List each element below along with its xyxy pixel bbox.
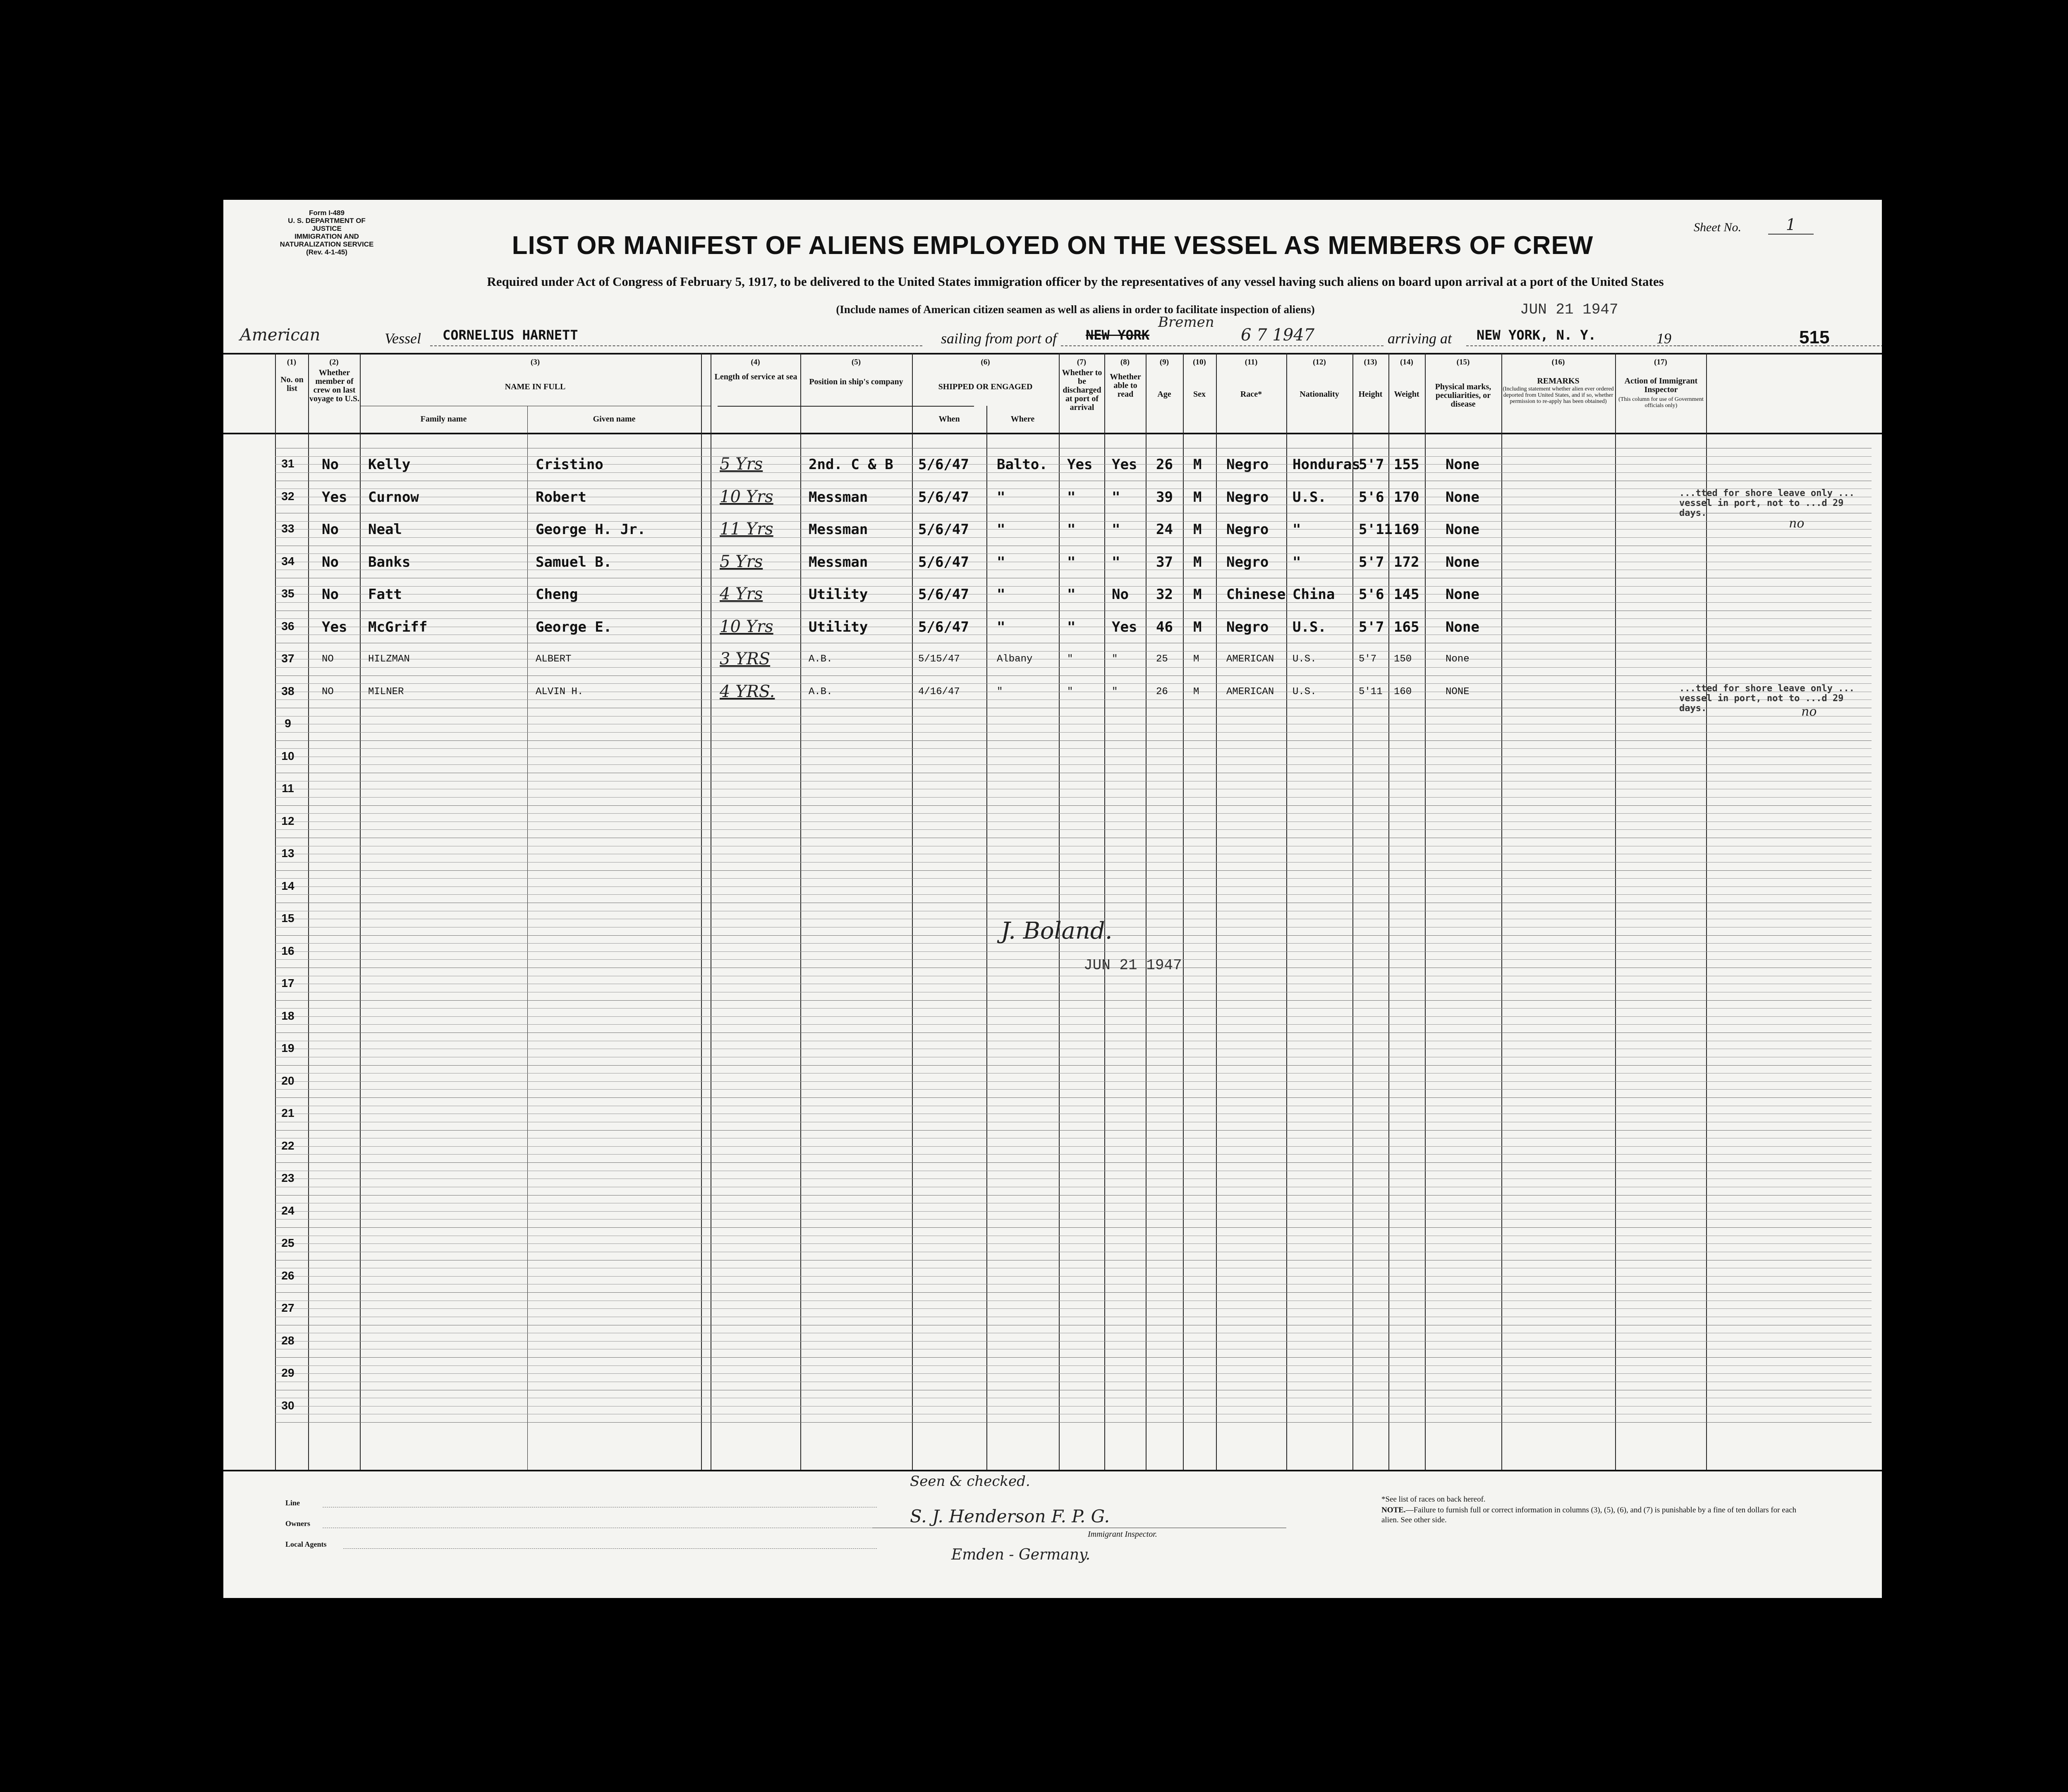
cell-disch: " bbox=[1067, 686, 1073, 697]
col-head-race: Race* bbox=[1240, 390, 1262, 399]
cell-when: 5/6/47 bbox=[918, 456, 969, 473]
cell-disch: " bbox=[1067, 521, 1076, 538]
cell-weight: 150 bbox=[1394, 654, 1412, 665]
cell-weight: 145 bbox=[1394, 586, 1419, 603]
ruled-line bbox=[275, 1081, 1872, 1082]
seen-checked-note: Seen & checked. bbox=[910, 1473, 1030, 1490]
sheet-number-value: 1 bbox=[1768, 216, 1814, 235]
department-name: U. S. DEPARTMENT OF JUSTICE bbox=[288, 217, 366, 232]
ruled-line bbox=[275, 1243, 1872, 1244]
cell-given: George H. Jr. bbox=[536, 521, 646, 538]
cell-service: 3 YRS bbox=[720, 649, 771, 668]
inspector-signature: S. J. Henderson F. P. G. bbox=[910, 1506, 1110, 1526]
col-num-15: (15) bbox=[1456, 358, 1470, 367]
cell-where: " bbox=[997, 521, 1005, 538]
col-num-1: (1) bbox=[287, 358, 297, 367]
ruled-line bbox=[275, 1024, 1872, 1025]
col-head-service: Length of service at sea bbox=[714, 372, 797, 381]
page-stamp-number: 515 bbox=[1799, 327, 1830, 347]
service-name: IMMIGRATION AND NATURALIZATION SERVICE bbox=[280, 232, 374, 248]
ruled-line bbox=[275, 1097, 1872, 1098]
row-number: 26 bbox=[281, 1269, 294, 1282]
cell-disch: " bbox=[1067, 553, 1076, 570]
cell-family: Neal bbox=[368, 521, 402, 538]
ruled-line bbox=[275, 683, 1872, 684]
cell-read: " bbox=[1112, 521, 1120, 538]
row-number: 37 bbox=[281, 652, 294, 665]
col-head-remarks-note: (Including statement whether alien ever ordered deported from United States, and if so, whether permission to re-apply has been obtained) bbox=[1503, 386, 1614, 405]
document-instruction: (Include names of American citizen seamen as well as aliens in order to facilitate inspection of aliens) bbox=[836, 303, 1315, 316]
subhead-given-name: Given name bbox=[593, 414, 636, 424]
vessel-info-row bbox=[240, 314, 1853, 349]
cell-service: 11 Yrs bbox=[720, 520, 773, 539]
cell-position: Messman bbox=[809, 553, 868, 570]
col-head-inspector-note: (This column for use of Government officials only) bbox=[1618, 396, 1704, 409]
race-note: *See list of races on back hereof. bbox=[1381, 1495, 1486, 1504]
col-num-5: (5) bbox=[851, 358, 861, 367]
cell-when: 4/16/47 bbox=[918, 686, 960, 697]
cell-nationality: U.S. bbox=[1292, 686, 1316, 697]
ruled-line bbox=[275, 1089, 1872, 1090]
cell-prior: No bbox=[322, 586, 339, 603]
cell-family: Banks bbox=[368, 553, 411, 570]
cell-read: " bbox=[1112, 489, 1120, 505]
row-number: 21 bbox=[281, 1107, 294, 1119]
cell-position: A.B. bbox=[809, 686, 833, 697]
ruled-line bbox=[275, 1341, 1872, 1342]
col-num-11: (11) bbox=[1245, 358, 1258, 367]
cell-nationality: U.S. bbox=[1292, 489, 1326, 505]
cell-service: 5 Yrs bbox=[720, 455, 763, 474]
remarks-note-row-31: ...tted for shore leave only ... vessel in port, not to ...d 29 days. bbox=[1679, 488, 1855, 518]
ruled-line bbox=[275, 1008, 1872, 1009]
subhead-family-name: Family name bbox=[420, 414, 467, 424]
boland-signature: J. Boland. bbox=[1001, 918, 1113, 944]
sailing-date: 6 7 1947 bbox=[1241, 326, 1315, 345]
cell-given: Samuel B. bbox=[536, 553, 612, 570]
inspector-title: Immigrant Inspector. bbox=[1088, 1530, 1157, 1539]
form-revision: (Rev. 4-1-45) bbox=[306, 248, 347, 256]
cell-weight: 165 bbox=[1394, 618, 1419, 635]
cell-prior: No bbox=[322, 553, 339, 570]
row-number: 33 bbox=[281, 522, 294, 535]
row-number: 32 bbox=[281, 489, 294, 503]
subhead-when: When bbox=[938, 414, 960, 424]
ruled-line bbox=[275, 870, 1872, 871]
col-num-2: (2) bbox=[329, 358, 339, 367]
col-head-weight: Weight bbox=[1394, 390, 1419, 399]
row-number: 20 bbox=[281, 1074, 294, 1087]
cell-where: Albany bbox=[997, 654, 1033, 665]
row-number: 23 bbox=[281, 1172, 294, 1184]
cell-when: 5/6/47 bbox=[918, 553, 969, 570]
cell-family: Fatt bbox=[368, 586, 402, 603]
cell-position: Utility bbox=[809, 618, 868, 635]
cell-prior: Yes bbox=[322, 618, 347, 635]
cell-nationality: China bbox=[1292, 586, 1335, 603]
ruled-line bbox=[275, 1154, 1872, 1155]
cell-marks: NONE bbox=[1446, 686, 1470, 697]
col-head-inspector: Action of Immigrant Inspector bbox=[1624, 376, 1698, 394]
row-number: 19 bbox=[281, 1042, 294, 1054]
col-head-shipped: SHIPPED OR ENGAGED bbox=[938, 382, 1033, 391]
row-number: 35 bbox=[281, 587, 294, 600]
cell-nationality: U.S. bbox=[1292, 618, 1326, 635]
cell-age: 37 bbox=[1156, 553, 1173, 570]
inspector-mark-row-31: no bbox=[1789, 516, 1805, 531]
cell-weight: 172 bbox=[1394, 553, 1419, 570]
ruled-line bbox=[275, 1162, 1872, 1163]
ruled-line bbox=[275, 829, 1872, 830]
ruled-line bbox=[275, 667, 1872, 668]
row-number: 31 bbox=[281, 457, 294, 470]
cell-nationality: " bbox=[1292, 521, 1301, 538]
col-num-7: (7) bbox=[1077, 358, 1087, 367]
vessel-label: Vessel bbox=[385, 330, 421, 347]
cell-position: Utility bbox=[809, 586, 868, 603]
row-number: 24 bbox=[281, 1204, 294, 1217]
cell-given: Cheng bbox=[536, 586, 578, 603]
cell-where: " bbox=[997, 489, 1005, 505]
ruled-line bbox=[275, 1211, 1872, 1212]
cell-prior: Yes bbox=[322, 489, 347, 505]
form-number: Form I-489 bbox=[309, 209, 345, 217]
cell-race: Chinese bbox=[1226, 586, 1286, 603]
cell-prior: No bbox=[322, 521, 339, 538]
vessel-name: CORNELIUS HARNETT bbox=[443, 327, 578, 343]
local-agents-label: Local Agents bbox=[285, 1540, 327, 1548]
cell-height: 5'7 bbox=[1359, 553, 1384, 570]
ruled-line bbox=[275, 894, 1872, 895]
cell-prior: No bbox=[322, 456, 339, 473]
row-number: 28 bbox=[281, 1334, 294, 1347]
cell-disch: Yes bbox=[1067, 456, 1093, 473]
cell-where: " bbox=[997, 586, 1005, 603]
cell-sex: M bbox=[1193, 553, 1202, 570]
cell-given: ALBERT bbox=[536, 654, 572, 665]
ruled-line bbox=[275, 1357, 1872, 1358]
row-number: 38 bbox=[281, 684, 294, 697]
ruled-line bbox=[275, 1308, 1872, 1309]
cell-service: 4 YRS. bbox=[720, 682, 775, 701]
cell-weight: 160 bbox=[1394, 686, 1412, 697]
cell-nationality: U.S. bbox=[1292, 654, 1316, 665]
row-number: 16 bbox=[281, 944, 294, 957]
row-number: 17 bbox=[281, 977, 294, 989]
cell-given: George E. bbox=[536, 618, 612, 635]
cell-marks: None bbox=[1446, 586, 1479, 603]
cell-race: Negro bbox=[1226, 456, 1269, 473]
cell-given: ALVIN H. bbox=[536, 686, 584, 697]
cell-sex: M bbox=[1193, 654, 1199, 665]
cell-where: " bbox=[997, 686, 1003, 697]
col-head-position: Position in ship's company bbox=[809, 377, 903, 386]
cell-height: 5'7 bbox=[1359, 618, 1384, 635]
cell-disch: " bbox=[1067, 489, 1076, 505]
cell-nationality: Honduras bbox=[1292, 456, 1360, 473]
col-num-13: (13) bbox=[1364, 358, 1377, 367]
inspector-mark-row-35: no bbox=[1801, 704, 1817, 719]
col-num-8: (8) bbox=[1120, 358, 1130, 367]
col-head-discharge: Whether to be discharged at port of arrival bbox=[1062, 368, 1102, 412]
cell-read: " bbox=[1112, 654, 1118, 665]
row-number: 9 bbox=[285, 717, 291, 730]
sailing-label: sailing from port of bbox=[941, 330, 1057, 347]
col-num-3: (3) bbox=[530, 358, 540, 367]
ruled-line bbox=[275, 651, 1872, 652]
ruled-line bbox=[275, 740, 1872, 741]
sailing-port: NEW YORK bbox=[1086, 327, 1150, 343]
cell-disch: " bbox=[1067, 586, 1076, 603]
row-number: 13 bbox=[281, 847, 294, 860]
col-head-physical: Physical marks, peculiarities, or disease bbox=[1435, 382, 1491, 409]
cell-marks: None bbox=[1446, 521, 1479, 538]
ruled-line bbox=[275, 878, 1872, 879]
cell-race: Negro bbox=[1226, 489, 1269, 505]
ruled-line bbox=[275, 886, 1872, 887]
ruled-line bbox=[275, 1292, 1872, 1293]
crew-table bbox=[223, 353, 1882, 1470]
ruled-line bbox=[275, 959, 1872, 960]
cell-weight: 155 bbox=[1394, 456, 1419, 473]
cell-sex: M bbox=[1193, 686, 1199, 697]
ruled-line bbox=[275, 813, 1872, 814]
cell-nationality: " bbox=[1292, 553, 1301, 570]
col-head-sex: Sex bbox=[1193, 390, 1206, 399]
col-num-6: (6) bbox=[981, 358, 990, 367]
cell-race: Negro bbox=[1226, 553, 1269, 570]
document-subtitle: Required under Act of Congress of February 5, 1917, to be delivered to the United States immigration officer by the representatives of any vessel having such aliens on board upon arrival at a port of the United States bbox=[487, 274, 1664, 289]
cell-race: AMERICAN bbox=[1226, 654, 1274, 665]
cell-when: 5/6/47 bbox=[918, 489, 969, 505]
cell-position: Messman bbox=[809, 489, 868, 505]
ruled-line bbox=[275, 1422, 1872, 1423]
cell-read: " bbox=[1112, 553, 1120, 570]
cell-prior: NO bbox=[322, 686, 334, 697]
row-number: 22 bbox=[281, 1139, 294, 1152]
cell-marks: None bbox=[1446, 553, 1479, 570]
cell-height: 5'7 bbox=[1359, 456, 1384, 473]
ruled-line bbox=[275, 805, 1872, 806]
cell-weight: 170 bbox=[1394, 489, 1419, 505]
cell-given: Robert bbox=[536, 489, 586, 505]
row-number: 36 bbox=[281, 619, 294, 632]
ruled-line bbox=[275, 951, 1872, 952]
cell-marks: None bbox=[1446, 489, 1479, 505]
inspection-location: Emden - Germany. bbox=[951, 1546, 1091, 1563]
cell-where: " bbox=[997, 618, 1005, 635]
cell-race: Negro bbox=[1226, 618, 1269, 635]
signature-date-stamp: JUN 21 1947 bbox=[1084, 957, 1182, 974]
cell-read: " bbox=[1112, 686, 1118, 697]
row-number: 14 bbox=[281, 879, 294, 892]
col-head-height: Height bbox=[1358, 390, 1383, 399]
col-num-12: (12) bbox=[1313, 358, 1326, 367]
cell-read: Yes bbox=[1112, 456, 1137, 473]
row-number: 30 bbox=[281, 1399, 294, 1412]
cell-when: 5/6/47 bbox=[918, 586, 969, 603]
cell-family: HILZMAN bbox=[368, 654, 410, 665]
cell-race: AMERICAN bbox=[1226, 686, 1274, 697]
note-label: NOTE. bbox=[1381, 1506, 1406, 1514]
cell-position: A.B. bbox=[809, 654, 833, 665]
col-head-nationality: Nationality bbox=[1300, 390, 1339, 399]
document-title: LIST OR MANIFEST OF ALIENS EMPLOYED ON THE VESSEL AS MEMBERS OF CREW bbox=[512, 231, 1594, 260]
manifest-footer bbox=[223, 1470, 1882, 1598]
cell-when: 5/6/47 bbox=[918, 618, 969, 635]
col-num-16: (16) bbox=[1551, 358, 1565, 367]
col-head-no: No. on list bbox=[280, 375, 304, 393]
col-head-remarks: REMARKS bbox=[1537, 376, 1580, 386]
arrival-port: NEW YORK, N. Y. bbox=[1477, 327, 1596, 343]
ruled-line bbox=[275, 764, 1872, 765]
cell-sex: M bbox=[1193, 456, 1202, 473]
row-number: 34 bbox=[281, 554, 294, 568]
cell-age: 32 bbox=[1156, 586, 1173, 603]
row-number: 10 bbox=[281, 749, 294, 762]
cell-family: Curnow bbox=[368, 489, 419, 505]
ruled-line bbox=[275, 748, 1872, 749]
row-number: 11 bbox=[282, 782, 294, 795]
col-num-9: (9) bbox=[1159, 358, 1169, 367]
row-number: 29 bbox=[281, 1366, 294, 1379]
sailing-port-handwritten: Bremen bbox=[1158, 314, 1214, 331]
owners-label: Owners bbox=[285, 1519, 310, 1528]
ruled-line bbox=[275, 1227, 1872, 1228]
cell-sex: M bbox=[1193, 586, 1202, 603]
penalty-note bbox=[1381, 1505, 1812, 1525]
cell-prior: NO bbox=[322, 654, 334, 665]
cell-where: " bbox=[997, 553, 1005, 570]
row-number: 15 bbox=[281, 912, 294, 925]
cell-height: 5'11 bbox=[1359, 521, 1393, 538]
cell-position: Messman bbox=[809, 521, 868, 538]
ruled-line bbox=[275, 797, 1872, 798]
remarks-note-row-35: ...tted for shore leave only ... vessel in port, not to ...d 29 days. bbox=[1679, 683, 1855, 714]
col-num-17: (17) bbox=[1654, 358, 1667, 367]
ruled-line bbox=[275, 1373, 1872, 1374]
ruled-line bbox=[275, 1276, 1872, 1277]
cell-given: Cristino bbox=[536, 456, 603, 473]
cell-when: 5/15/47 bbox=[918, 654, 960, 665]
col-head-age: Age bbox=[1157, 390, 1171, 399]
cell-marks: None bbox=[1446, 654, 1470, 665]
cell-position: 2nd. C & B bbox=[809, 456, 893, 473]
year-label: 19 bbox=[1656, 330, 1671, 347]
ruled-line bbox=[275, 1130, 1872, 1131]
ruled-line bbox=[275, 1000, 1872, 1001]
nationality-handwritten: American bbox=[240, 326, 321, 345]
row-number: 18 bbox=[281, 1009, 294, 1022]
cell-height: 5'11 bbox=[1359, 686, 1383, 697]
ruled-line bbox=[275, 1146, 1872, 1147]
cell-age: 24 bbox=[1156, 521, 1173, 538]
received-date-stamp: JUN 21 1947 bbox=[1520, 301, 1618, 318]
cell-read: No bbox=[1112, 586, 1129, 603]
cell-where: Balto. bbox=[997, 456, 1048, 473]
cell-sex: M bbox=[1193, 521, 1202, 538]
ruled-line bbox=[275, 1065, 1872, 1066]
cell-service: 10 Yrs bbox=[720, 487, 773, 506]
note-text: —Failure to furnish full or correct information in columns (3), (5), (6), and (7) is punishable by a fine of ten dollars for each alien. See other side. bbox=[1381, 1506, 1797, 1524]
arriving-label: arriving at bbox=[1388, 330, 1452, 347]
cell-height: 5'6 bbox=[1359, 586, 1384, 603]
col-head-prior-voyage: Whether member of crew on last voyage to U.S. bbox=[309, 368, 360, 403]
cell-age: 26 bbox=[1156, 456, 1173, 473]
ruled-line bbox=[275, 1016, 1872, 1017]
cell-read: Yes bbox=[1112, 618, 1137, 635]
manifest-sheet bbox=[223, 200, 1882, 1598]
col-num-10: (10) bbox=[1193, 358, 1206, 367]
cell-age: 26 bbox=[1156, 686, 1168, 697]
cell-sex: M bbox=[1193, 489, 1202, 505]
col-head-read: Whether able to read bbox=[1110, 372, 1141, 399]
cell-disch: " bbox=[1067, 654, 1073, 665]
cell-service: 5 Yrs bbox=[720, 552, 763, 571]
cell-weight: 169 bbox=[1394, 521, 1419, 538]
cell-age: 25 bbox=[1156, 654, 1168, 665]
cell-service: 10 Yrs bbox=[720, 617, 773, 636]
cell-when: 5/6/47 bbox=[918, 521, 969, 538]
row-number: 12 bbox=[281, 814, 294, 827]
cell-family: McGriff bbox=[368, 618, 428, 635]
cell-race: Negro bbox=[1226, 521, 1269, 538]
cell-service: 4 Yrs bbox=[720, 585, 763, 604]
cell-marks: None bbox=[1446, 618, 1479, 635]
row-number: 27 bbox=[281, 1301, 294, 1314]
cell-age: 46 bbox=[1156, 618, 1173, 635]
cell-family: Kelly bbox=[368, 456, 411, 473]
cell-disch: " bbox=[1067, 618, 1076, 635]
sheet-number-label: Sheet No. bbox=[1694, 220, 1741, 234]
col-num-4: (4) bbox=[751, 358, 760, 367]
cell-height: 5'6 bbox=[1359, 489, 1384, 505]
line-label: Line bbox=[285, 1499, 300, 1507]
col-head-name: NAME IN FULL bbox=[505, 382, 566, 391]
col-num-14: (14) bbox=[1400, 358, 1413, 367]
cell-sex: M bbox=[1193, 618, 1202, 635]
cell-height: 5'7 bbox=[1359, 654, 1377, 665]
subhead-where: Where bbox=[1010, 414, 1035, 424]
row-number: 25 bbox=[281, 1236, 294, 1249]
cell-marks: None bbox=[1446, 456, 1479, 473]
ruled-line bbox=[275, 732, 1872, 733]
cell-age: 39 bbox=[1156, 489, 1173, 505]
cell-family: MILNER bbox=[368, 686, 404, 697]
